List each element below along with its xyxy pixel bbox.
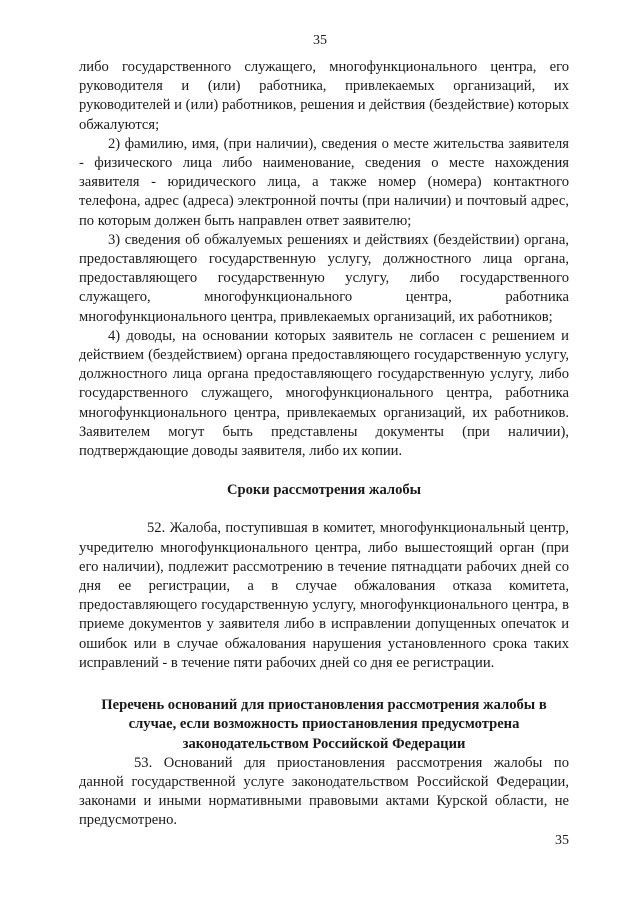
paragraph-53: 53. Оснований для приостановления рассмотрения жалобы по данной государственной услуге законодательством Российской Федерации, законами и иными нормативными правовыми актами Курской области, не предусмотрено. [79, 754, 569, 829]
paragraph-item-2: 2) фамилию, имя, (при наличии), сведения о месте жительства заявителя - физического лица либо наименование, сведения о месте нахождения заявителя - юридического лица, а также номер (номера) контактного телефона, адрес (адреса) электронной почты (при наличии) и почтовый адрес, по которым должен быть направлен ответ заявителю; [79, 135, 569, 229]
section-heading-review-terms: Сроки рассмотрения жалобы [226, 482, 422, 499]
section-heading-suspension-grounds [79, 696, 569, 754]
paragraph-52: 52. Жалоба, поступившая в комитет, многофункциональный центр, учредителю многофункционального центра, либо вышестоящий орган (при его наличии), подлежит рассмотрению в течение пятнадцати рабочих дней со дня ее регистрации, а в случае обжалования отказа комитета, предоставляющего государственную услугу, многофункционального центра, в приеме документов у заявителя либо в исправлении допущенных опечаток и ошибок или в случае обжалования нарушения установленного срока таких исправлений - в течение пяти рабочих дней со дня ее регистрации. [79, 520, 569, 671]
heading-line-3: законодательством Российской Федерации [182, 735, 466, 752]
heading-line-2: случае, если возможность приостановления предусмотрена [128, 716, 520, 733]
page-number-top: 35 [313, 33, 327, 48]
heading-line-1: Перечень оснований для приостановления рассмотрения жалобы в [101, 697, 547, 714]
paragraph-item-4: 4) доводы, на основании которых заявитель не согласен с решением и действием (бездействием) органа предоставляющего государственную услугу, должностного лица органа предоставляющего государственную услугу, либо государственного служащего, многофункционального центра, работника многофункционального центра, привлекаемых организаций, их работников. Заявителем могут быть представлены документы (при наличии), подтверждающие доводы заявителя, либо их копии. [79, 327, 569, 460]
paragraph-continuation: либо государственного служащего, многофункционального центра, его руководителя и (или) работника, привлекаемых организаций, их руководителей и (или) работников, решения и действия (бездействие) которых обжалуются; [79, 59, 569, 133]
page-number-bottom: 35 [555, 833, 569, 848]
document-body [79, 58, 569, 831]
paragraph-item-3: 3) сведения об обжалуемых решениях и действиях (бездействии) органа, предоставляющего государственную услугу, должностного лица органа, предоставляющего государственную услугу, либо государственного служащего, многофункционального центра, работника многофункционального центра, привлекаемых организаций, их работников; [79, 231, 569, 325]
